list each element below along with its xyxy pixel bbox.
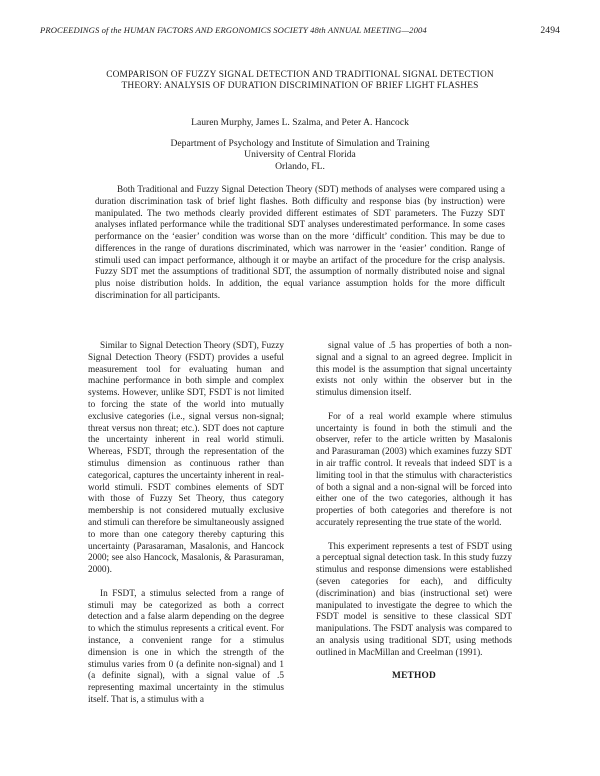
paragraph: In FSDT, a stimulus selected from a range of stimuli may be categorized as both a correct detection and a false alarm depending on the degree to which the stimulus represents a critical event. For instance, a convenient range for a stimulus dimension is one in which the strength of the stimulus varies from 0 (a definite non-signal) and 1 (a definite signal), with a signal value of .5 representing maximal uncertainty in the stimulus itself. That is, a stimulus with a [88, 588, 284, 705]
abstract [95, 184, 505, 302]
running-head-text: PROCEEDINGS of the HUMAN FACTORS AND ERGONOMICS SOCIETY 48th ANNUAL MEETING—2004 [40, 25, 427, 35]
method-heading: METHOD [392, 671, 436, 682]
body-column-right [316, 341, 512, 683]
paper-title: COMPARISON OF FUZZY SIGNAL DETECTION AND TRADITIONAL SIGNAL DETECTION THEORY: ANALYSIS OF DURATION DISCRIMINATION OF BRIEF LIGHT FLASHES [106, 70, 494, 92]
author-list: Lauren Murphy, James L. Szalma, and Peter A. Hancock [191, 117, 409, 128]
affiliation-location: Orlando, FL. [275, 160, 325, 172]
paragraph: This experiment represents a test of FSDT using a perceptual signal detection task. In this study fuzzy stimulus and response dimensions were established (seven categories for each), and difficulty (discrimination) and bias (instructional set) were manipulated to investigate the degree to which the FSDT model is sensitive to these classical SDT manipulations. The FSDT analysis was compared to an analysis using traditional SDT, using methods outlined in MacMillan and Creelman (1991). [316, 541, 512, 658]
paragraph: Similar to Signal Detection Theory (SDT), Fuzzy Signal Detection Theory (FSDT) provides a useful measurement tool for evaluating human and machine performance in both simple and complex systems. However, unlike SDT, FSDT is not limited to forcing the state of the world into mutually exclusive categories (i.e., signal versus non-signal; threat versus non threat; etc.). SDT does not capture the uncertainty inherent in real world stimuli. Whereas, FSDT, through the representation of the stimulus dimension as continuous rather than categorical, captures the uncertainty inherent in real-world stimuli. FSDT combines elements of SDT with those of Fuzzy Set Theory, thus category membership is not considered mutually exclusive and stimuli can therefore be simultaneously assigned to more than one category thereby capturing this uncertainty (Parasaraman, Masalonis, and Hancock 2000; see also Hancock, Masalonis, & Parasuraman, 2000). [88, 341, 284, 576]
paragraph: signal value of .5 has properties of both a non-signal and a signal to an agreed degree. Implicit in this model is the assumption that signal uncertainty exists not only within the observer but in the stimulus dimension itself. [316, 341, 512, 399]
affiliation-university: University of Central Florida [244, 149, 356, 161]
running-header [40, 25, 560, 35]
abstract-text: Both Traditional and Fuzzy Signal Detection Theory (SDT) methods of analyses were compared using a duration discrimination task of brief light flashes. Both difficulty and response bias (by instruction) were manipulated. The two methods clearly provided different estimates of SDT parameters. The Fuzzy SDT analyses inflated performance while the traditional SDT analyses underestimated performance. In some cases performance on the ‘easier’ condition was worse than on the more ‘difficult’ condition. This may be due to differences in the range of durations discriminated, which was narrower in the ‘easier’ condition. Range of stimuli used can impact performance, although it or maybe an artifact of the procedure for the crisp analysis. Fuzzy SDT met the assumptions of traditional SDT, the assumption of normally distributed noise and signal plus noise distribution holds. In addition, the equal variance assumption holds for the more difficult discrimination for all participants. [95, 184, 505, 300]
affiliation [0, 138, 600, 172]
body-column-left [88, 341, 284, 719]
affiliation-department: Department of Psychology and Institute of Simulation and Training [170, 138, 430, 149]
paragraph: For of a real world example where stimulus uncertainty is found in both the stimuli and the observer, refer to the article written by Masalonis and Parasuraman (2003) which examines fuzzy SDT in air traffic control. It reveals that indeed SDT is a limiting tool in that the stimulus with characteristics of both a signal and a non-signal will be forced into either one of the two categories, although it has properties of both categories and therefore is not accurately representing the true state of the world. [316, 411, 512, 528]
page-number: 2494 [540, 25, 560, 36]
